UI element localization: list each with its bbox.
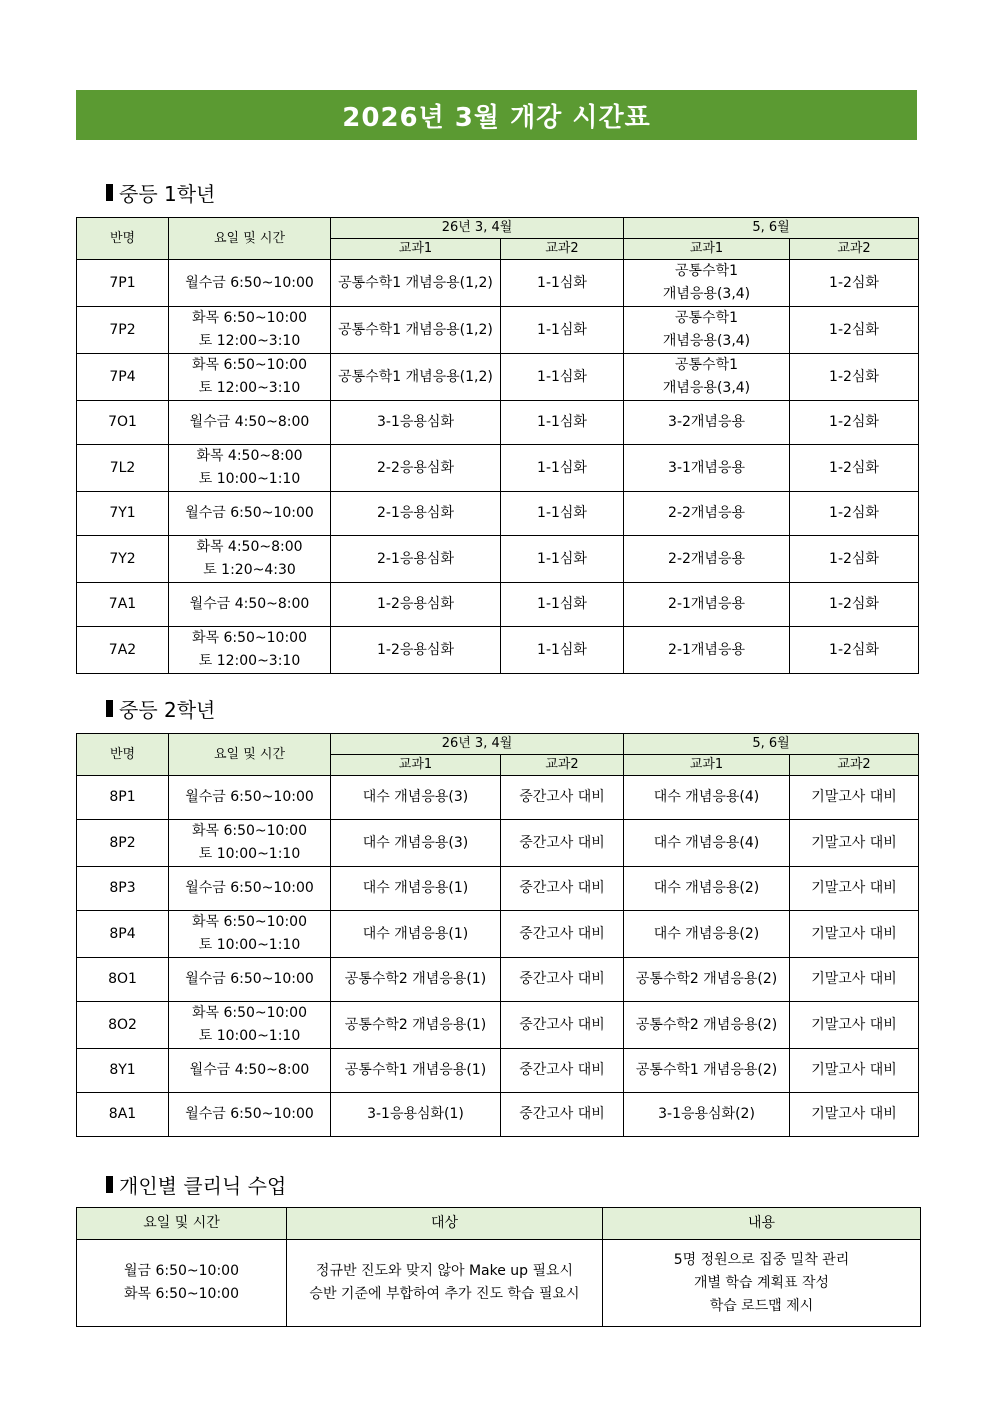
schedule-cell-line: 화목 6:50~10:00 — [191, 823, 307, 839]
period2-subject2-cell: 1-2심화 — [790, 307, 919, 354]
class-name-cell: 7O1 — [77, 401, 169, 445]
period1-subject2-cell: 1-1심화 — [501, 354, 624, 401]
clinic-target-line: 정규반 진도와 맞지 않아 Make up 필요시 — [315, 1263, 574, 1279]
schedule-cell-line: 월수금 4:50~8:00 — [189, 414, 310, 430]
clinic-schedule-line: 월금 6:50~10:00 — [123, 1263, 239, 1279]
period2-subject1-cell-line: 공통수학2 개념응용(2) — [635, 1016, 778, 1033]
class-name-cell: 8P1 — [77, 776, 169, 820]
header-subject1: 교과1 — [331, 755, 501, 776]
schedule-cell — [169, 1093, 331, 1137]
schedule-cell-line: 토 12:00~3:10 — [198, 653, 301, 669]
period2-subject1-cell — [624, 583, 790, 627]
period1-subject1-cell-line: 3-1응용심화 — [377, 414, 454, 430]
class-name-cell: 7Y2 — [77, 536, 169, 583]
period2-subject1-cell — [624, 401, 790, 445]
bullet-icon — [106, 184, 113, 201]
period1-subject1-cell-line: 1-2응용심화 — [377, 641, 454, 658]
class-name-cell: 8Y1 — [77, 1049, 169, 1093]
period2-subject1-cell-line: 대수 개념응용(4) — [653, 834, 760, 851]
period1-subject1-cell — [331, 401, 501, 445]
table-row — [77, 958, 919, 1002]
class-name-cell: 7Y1 — [77, 492, 169, 536]
schedule-cell — [169, 492, 331, 536]
timetable-grade1 — [76, 217, 919, 674]
period2-subject1-cell — [624, 260, 790, 307]
class-name-cell: 8A1 — [77, 1093, 169, 1137]
period2-subject1-cell — [624, 627, 790, 674]
period1-subject2-cell: 중간고사 대비 — [501, 958, 624, 1002]
section-heading-grade1 — [106, 178, 215, 207]
period1-subject1-cell — [331, 307, 501, 354]
header-subject2: 교과2 — [790, 239, 919, 260]
table-row — [77, 1002, 919, 1049]
period2-subject2-cell: 기말고사 대비 — [790, 911, 919, 958]
period1-subject1-cell-line: 대수 개념응용(3) — [362, 789, 469, 805]
period1-subject1-cell-line: 공통수학1 개념응용(1,2) — [338, 274, 493, 291]
clinic-content-cell — [603, 1240, 921, 1327]
period1-subject1-cell — [331, 627, 501, 674]
period1-subject1-cell-line: 대수 개념응용(1) — [362, 880, 469, 896]
period1-subject1-cell — [331, 911, 501, 958]
clinic-header-schedule: 요일 및 시간 — [77, 1208, 287, 1240]
period2-subject1-cell-line: 공통수학1 — [675, 357, 739, 373]
clinic-target-line: 승반 기준에 부합하여 추가 진도 학습 필요시 — [309, 1286, 580, 1302]
bullet-icon — [106, 700, 113, 717]
schedule-cell — [169, 776, 331, 820]
class-name-cell: 7A2 — [77, 627, 169, 674]
period1-subject1-cell-line: 대수 개념응용(3) — [362, 834, 469, 851]
header-schedule: 요일 및 시간 — [169, 734, 331, 776]
schedule-cell-line: 화목 6:50~10:00 — [191, 1005, 307, 1021]
class-name-cell: 7P1 — [77, 260, 169, 307]
clinic-content-line: 학습 로드맵 제시 — [709, 1297, 814, 1314]
class-name-cell: 8P4 — [77, 911, 169, 958]
schedule-cell-line: 토 10:00~1:10 — [198, 1028, 301, 1044]
period1-subject1-cell-line: 2-2응용심화 — [377, 459, 454, 476]
class-name-cell: 8O1 — [77, 958, 169, 1002]
period2-subject2-cell: 1-2심화 — [790, 401, 919, 445]
period1-subject1-cell-line: 2-1응용심화 — [377, 505, 454, 521]
class-name-cell: 8O2 — [77, 1002, 169, 1049]
period1-subject2-cell: 1-1심화 — [501, 583, 624, 627]
period2-subject1-cell — [624, 1002, 790, 1049]
period2-subject1-cell-line: 3-2개념응용 — [668, 414, 745, 430]
header-subject2: 교과2 — [790, 755, 919, 776]
period2-subject1-cell — [624, 820, 790, 867]
schedule-cell — [169, 958, 331, 1002]
period1-subject2-cell: 중간고사 대비 — [501, 1093, 624, 1137]
period2-subject1-cell-line: 개념응용(3,4) — [662, 333, 751, 349]
header-subject1: 교과1 — [331, 239, 501, 260]
timetable-grade2 — [76, 733, 919, 1137]
header-period1: 26년 3, 4월 — [331, 218, 624, 239]
period1-subject2-cell: 1-1심화 — [501, 307, 624, 354]
section-heading-grade2 — [106, 694, 215, 723]
period1-subject1-cell — [331, 260, 501, 307]
period1-subject1-cell — [331, 1093, 501, 1137]
schedule-cell-line: 월수금 6:50~10:00 — [185, 971, 314, 987]
bullet-icon — [106, 1176, 113, 1193]
table-row — [77, 307, 919, 354]
period2-subject1-cell-line: 개념응용(3,4) — [662, 380, 751, 396]
period2-subject1-cell — [624, 911, 790, 958]
schedule-cell-line: 월수금 4:50~8:00 — [189, 596, 310, 612]
period1-subject1-cell — [331, 867, 501, 911]
period1-subject2-cell: 중간고사 대비 — [501, 1002, 624, 1049]
schedule-cell-line: 토 10:00~1:10 — [198, 937, 301, 953]
table-row — [77, 445, 919, 492]
period2-subject1-cell — [624, 445, 790, 492]
table-row — [77, 911, 919, 958]
schedule-cell — [169, 911, 331, 958]
schedule-cell — [169, 1049, 331, 1093]
schedule-cell-line: 월수금 6:50~10:00 — [185, 274, 314, 291]
schedule-cell — [169, 354, 331, 401]
period2-subject2-cell: 기말고사 대비 — [790, 1049, 919, 1093]
clinic-schedule-line: 화목 6:50~10:00 — [123, 1286, 239, 1302]
period1-subject2-cell: 중간고사 대비 — [501, 867, 624, 911]
page-title: 2026년 3월 개강 시간표 — [76, 90, 917, 140]
schedule-cell-line: 토 12:00~3:10 — [198, 333, 301, 349]
period2-subject1-cell — [624, 354, 790, 401]
period1-subject1-cell — [331, 958, 501, 1002]
period2-subject2-cell: 1-2심화 — [790, 536, 919, 583]
schedule-cell-line: 월수금 6:50~10:00 — [185, 789, 314, 805]
header-subject1: 교과1 — [624, 755, 790, 776]
period1-subject1-cell — [331, 354, 501, 401]
schedule-cell — [169, 820, 331, 867]
table-row — [77, 776, 919, 820]
schedule-cell-line: 화목 4:50~8:00 — [196, 448, 303, 464]
header-subject2: 교과2 — [501, 239, 624, 260]
header-class: 반명 — [77, 734, 169, 776]
schedule-cell-line: 화목 6:50~10:00 — [191, 630, 307, 646]
schedule-cell-line: 화목 6:50~10:00 — [191, 914, 307, 930]
section-heading-clinic — [106, 1170, 286, 1199]
schedule-cell-line: 토 12:00~3:10 — [198, 380, 301, 396]
header-period2: 5, 6월 — [624, 734, 919, 755]
schedule-cell — [169, 1002, 331, 1049]
table-row — [77, 1093, 919, 1137]
schedule-cell — [169, 260, 331, 307]
header-subject2: 교과2 — [501, 755, 624, 776]
clinic-content-line: 개별 학습 계획표 작성 — [693, 1274, 830, 1291]
period1-subject2-cell: 중간고사 대비 — [501, 820, 624, 867]
period1-subject1-cell-line: 공통수학1 개념응용(1,2) — [338, 368, 493, 385]
clinic-table — [76, 1207, 921, 1327]
clinic-schedule-cell — [77, 1240, 287, 1327]
schedule-cell-line: 화목 4:50~8:00 — [196, 539, 303, 555]
header-period1: 26년 3, 4월 — [331, 734, 624, 755]
period2-subject1-cell-line: 공통수학1 — [675, 263, 739, 279]
period1-subject1-cell — [331, 445, 501, 492]
period2-subject1-cell-line: 3-1개념응용 — [668, 459, 745, 476]
header-class: 반명 — [77, 218, 169, 260]
period1-subject2-cell: 1-1심화 — [501, 260, 624, 307]
period1-subject1-cell-line: 2-1응용심화 — [377, 550, 454, 567]
period2-subject1-cell-line: 대수 개념응용(2) — [653, 880, 760, 896]
period1-subject1-cell — [331, 820, 501, 867]
period2-subject2-cell: 기말고사 대비 — [790, 820, 919, 867]
table-row — [77, 583, 919, 627]
schedule-cell-line: 토 1:20~4:30 — [203, 562, 296, 578]
table-row — [77, 867, 919, 911]
period1-subject1-cell-line: 공통수학2 개념응용(1) — [344, 971, 487, 987]
table-row — [77, 536, 919, 583]
table-row — [77, 492, 919, 536]
schedule-cell — [169, 536, 331, 583]
period1-subject2-cell: 중간고사 대비 — [501, 776, 624, 820]
schedule-cell — [169, 583, 331, 627]
schedule-cell-line: 토 10:00~1:10 — [198, 846, 301, 862]
period1-subject1-cell — [331, 536, 501, 583]
schedule-cell-line: 월수금 4:50~8:00 — [189, 1062, 310, 1078]
class-name-cell: 7P2 — [77, 307, 169, 354]
class-name-cell: 8P3 — [77, 867, 169, 911]
period2-subject1-cell-line: 3-1응용심화(2) — [658, 1106, 755, 1122]
period2-subject1-cell — [624, 958, 790, 1002]
period2-subject1-cell-line: 2-2개념응용 — [668, 550, 745, 567]
table-row — [77, 1049, 919, 1093]
clinic-header-content: 내용 — [603, 1208, 921, 1240]
period2-subject1-cell-line: 개념응용(3,4) — [662, 286, 751, 302]
class-name-cell: 7A1 — [77, 583, 169, 627]
schedule-cell — [169, 401, 331, 445]
period2-subject2-cell: 1-2심화 — [790, 627, 919, 674]
class-name-cell: 7P4 — [77, 354, 169, 401]
period2-subject1-cell-line: 2-1개념응용 — [668, 641, 745, 658]
clinic-header-target: 대상 — [287, 1208, 603, 1240]
schedule-cell-line: 월수금 6:50~10:00 — [185, 1106, 314, 1122]
section-title: 중등 2학년 — [119, 698, 216, 722]
schedule-cell — [169, 445, 331, 492]
period2-subject1-cell-line: 대수 개념응용(4) — [653, 789, 760, 805]
period1-subject1-cell-line: 대수 개념응용(1) — [362, 925, 469, 942]
schedule-cell-line: 월수금 6:50~10:00 — [185, 505, 314, 521]
period2-subject2-cell: 1-2심화 — [790, 354, 919, 401]
period2-subject1-cell-line: 공통수학1 — [675, 310, 739, 326]
schedule-cell-line: 화목 6:50~10:00 — [191, 357, 307, 373]
table-row — [77, 401, 919, 445]
period2-subject2-cell: 기말고사 대비 — [790, 867, 919, 911]
period2-subject2-cell: 1-2심화 — [790, 260, 919, 307]
period1-subject1-cell — [331, 776, 501, 820]
period2-subject1-cell — [624, 536, 790, 583]
period1-subject2-cell: 중간고사 대비 — [501, 1049, 624, 1093]
schedule-cell — [169, 867, 331, 911]
schedule-cell-line: 토 10:00~1:10 — [198, 471, 301, 487]
period1-subject2-cell: 1-1심화 — [501, 401, 624, 445]
period2-subject2-cell: 기말고사 대비 — [790, 1002, 919, 1049]
section-title: 중등 1학년 — [119, 182, 216, 206]
period2-subject1-cell-line: 공통수학1 개념응용(2) — [635, 1062, 778, 1078]
header-period2: 5, 6월 — [624, 218, 919, 239]
period1-subject1-cell-line: 3-1응용심화(1) — [367, 1106, 464, 1122]
class-name-cell: 7L2 — [77, 445, 169, 492]
class-name-cell: 8P2 — [77, 820, 169, 867]
schedule-cell — [169, 307, 331, 354]
period1-subject1-cell — [331, 492, 501, 536]
clinic-content-line: 5명 정원으로 집중 밀착 관리 — [673, 1251, 850, 1268]
period1-subject2-cell: 1-1심화 — [501, 445, 624, 492]
period2-subject1-cell — [624, 1093, 790, 1137]
period1-subject1-cell-line: 공통수학1 개념응용(1,2) — [338, 321, 493, 338]
table-row — [77, 260, 919, 307]
period2-subject2-cell: 기말고사 대비 — [790, 1093, 919, 1137]
clinic-target-cell — [287, 1240, 603, 1327]
period1-subject1-cell-line: 1-2응용심화 — [377, 596, 454, 612]
period1-subject2-cell: 중간고사 대비 — [501, 911, 624, 958]
period2-subject2-cell: 기말고사 대비 — [790, 776, 919, 820]
header-subject1: 교과1 — [624, 239, 790, 260]
period2-subject1-cell-line: 공통수학2 개념응용(2) — [635, 971, 778, 987]
period2-subject1-cell-line: 2-1개념응용 — [668, 596, 745, 612]
period1-subject2-cell: 1-1심화 — [501, 627, 624, 674]
schedule-cell-line: 화목 6:50~10:00 — [191, 310, 307, 326]
period2-subject1-cell-line: 2-2개념응용 — [668, 505, 745, 521]
period2-subject1-cell — [624, 307, 790, 354]
period1-subject1-cell-line: 공통수학1 개념응용(1) — [344, 1062, 487, 1078]
period2-subject2-cell: 1-2심화 — [790, 583, 919, 627]
header-schedule: 요일 및 시간 — [169, 218, 331, 260]
period1-subject1-cell — [331, 583, 501, 627]
period2-subject2-cell: 기말고사 대비 — [790, 958, 919, 1002]
schedule-cell — [169, 627, 331, 674]
table-row — [77, 354, 919, 401]
period1-subject2-cell: 1-1심화 — [501, 492, 624, 536]
period1-subject2-cell: 1-1심화 — [501, 536, 624, 583]
table-row — [77, 820, 919, 867]
period1-subject1-cell — [331, 1002, 501, 1049]
period2-subject1-cell — [624, 1049, 790, 1093]
schedule-cell-line: 월수금 6:50~10:00 — [185, 880, 314, 896]
section-title: 개인별 클리닉 수업 — [119, 1174, 287, 1198]
table-row — [77, 627, 919, 674]
period1-subject1-cell-line: 공통수학2 개념응용(1) — [344, 1016, 487, 1033]
period2-subject2-cell: 1-2심화 — [790, 445, 919, 492]
period2-subject1-cell-line: 대수 개념응용(2) — [653, 925, 760, 942]
period2-subject1-cell — [624, 492, 790, 536]
period2-subject2-cell: 1-2심화 — [790, 492, 919, 536]
period1-subject1-cell — [331, 1049, 501, 1093]
period2-subject1-cell — [624, 867, 790, 911]
period2-subject1-cell — [624, 776, 790, 820]
